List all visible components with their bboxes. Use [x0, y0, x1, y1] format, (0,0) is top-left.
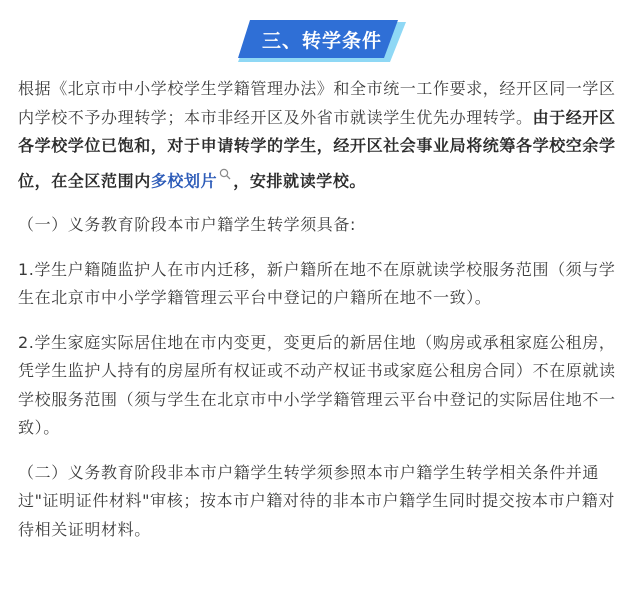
- paragraph-local-heading: （一）义务教育阶段本市户籍学生转学须具备:: [18, 215, 356, 235]
- policy-bold-tail: ，安排就读学校。: [233, 170, 367, 190]
- policy-bold-text: 由于经开区各学校学位已饱和，对于申请转学的学生，经开区社会事业局将统筹各学校空余学位，在全区范围内: [18, 107, 616, 190]
- paragraph-condition-2: 2.学生家庭实际居住地在市内变更，变更后的新居住地（购房或承租家庭公租房，凭学生监护人持有的房屋所有权证或不动产权证书或家庭公租房合同）不在原就读学校服务范围（须与学生在北京市中小学学籍管理云平台中登记的实际居住地不一致）。: [18, 332, 616, 438]
- section-banner: [238, 18, 406, 64]
- multi-school-zoning-link[interactable]: 多校划片: [150, 170, 218, 190]
- search-icon[interactable]: [219, 161, 231, 173]
- section-header: [0, 0, 642, 68]
- paragraph-condition-1: 1.学生户籍随监护人在市内迁移，新户籍所在地不在原就读学校服务范围（须与学生在北京市中小学学籍管理云平台中登记的户籍所在地不一致）。: [18, 259, 616, 308]
- paragraph-transfer-policy: [18, 75, 628, 195]
- section-title: 三、转学条件: [261, 30, 382, 52]
- article-body: [18, 75, 628, 544]
- paragraph-nonlocal: （二）义务教育阶段非本市户籍学生转学须参照本市户籍学生转学相关条件并通过"证明证件材料"审核；按本市户籍对待的非本市户籍学生同时提交按本市户籍对待相关证明材料。: [18, 462, 615, 539]
- policy-text: 根据《北京市中小学校学生学籍管理办法》和全市统一工作要求，经开区同一学区内学校不予办理转学；本市非经开区及外省市就读学生优先办理转学。: [18, 79, 616, 127]
